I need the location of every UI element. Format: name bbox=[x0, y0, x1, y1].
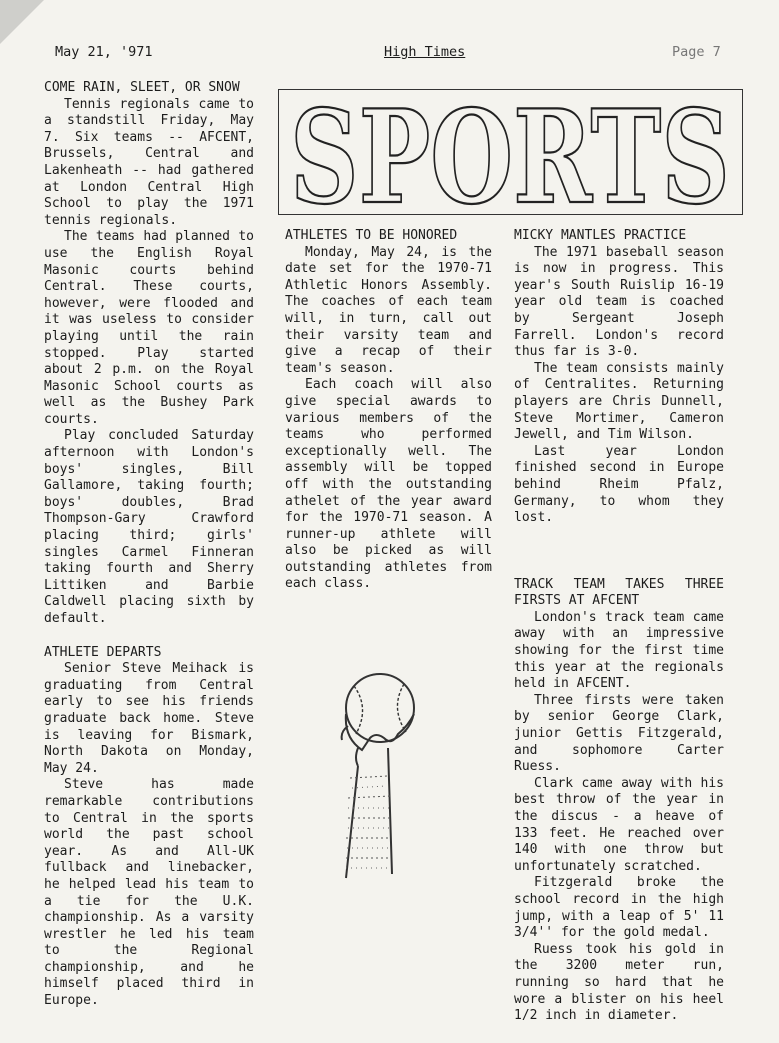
column-right bbox=[514, 228, 724, 1025]
header-date: May 21, '971 bbox=[55, 44, 153, 60]
article-paragraph: The teams had planned to use the English Royal Masonic courts behind Central. These courts, however, were flooded and it was useless to consider playing until the rain stopped. Play started about 2 p.m. on the Royal Masonic School courts as well as the Bushey Park courts. bbox=[44, 229, 254, 427]
article-paragraph: Play concluded Saturday afternoon with London's boys' singles, Bill Gallamore, taking fourth; boys' doubles, Brad Thompson-Gary Crawford placing third; girls' singles Carmel Finneran taking fourth and Sherry Littiken and Barbie Caldwell placing sixth by default. bbox=[44, 428, 254, 626]
column-left bbox=[44, 80, 254, 1010]
article-paragraph: Monday, May 24, is the date set for the 1970-71 Athletic Honors Assembly. The coaches of each team will, in turn, call out their varsity team and give a recap of their team's season. bbox=[285, 244, 492, 376]
article-headline: MICKY MANTLES PRACTICE bbox=[514, 228, 687, 243]
header-publication: High Times bbox=[384, 44, 466, 60]
article-paragraph: Senior Steve Meihack is graduating from Central early to see his friends graduate back home. Steve is leaving for Bismark, North Dakota on Monday, May 24. bbox=[44, 661, 254, 776]
header-page-number: Page 7 bbox=[672, 44, 721, 60]
article-headline: ATHLETES TO BE HONORED bbox=[285, 228, 458, 243]
article-paragraph: Three firsts were taken by senior George Clark, junior Gettis Fitzgerald, and sophomore Carter Ruess. bbox=[514, 692, 724, 775]
article-micky-mantles bbox=[514, 228, 724, 527]
article-paragraph: Clark came away with his best throw of the year in the discus - a heave of 133 feet. He reached over 140 with one throw but unfortunately scratched. bbox=[514, 775, 724, 874]
article-athlete-departs bbox=[44, 645, 254, 1010]
page-fold-corner bbox=[0, 0, 44, 44]
article-headline: TRACK TEAM TAKES THREE FIRSTS AT AFCENT bbox=[514, 576, 724, 609]
article-athletes-honored bbox=[285, 228, 492, 593]
sports-banner bbox=[278, 89, 743, 215]
baseball-hand-illustration bbox=[318, 668, 428, 893]
article-headline: COME RAIN, SLEET, OR SNOW bbox=[44, 80, 240, 95]
article-rain-sleet-snow bbox=[44, 80, 254, 628]
article-paragraph: Each coach will also give special awards to various members of the teams who performed exceptionally well. The assembly will be topped off with the outstanding athelet of the year award for the 1970-71 season. A runner-up athlete will also be picked as will outstanding athletes from each class. bbox=[285, 377, 492, 592]
article-paragraph: Steve has made remarkable contributions to Central in the sports world the past school year. As and All-UK fullback and linebacker, he helped lead his team to a tie for the U.K. championship. As a varsity wrestler he led his team to the Regional championship, and he himself placed third in Europe. bbox=[44, 777, 254, 1009]
sports-banner-title: SPORTS bbox=[290, 90, 730, 214]
article-paragraph: London's track team came away with an impressive showing for the first time this year at the regionals held in AFCENT. bbox=[514, 609, 724, 692]
article-paragraph: Fitzgerald broke the school record in the high jump, with a leap of 5' 11 3/4'' for the gold medal. bbox=[514, 875, 724, 941]
article-paragraph: The team consists mainly of Centralites. Returning players are Chris Dunnell, Steve Mortimer, Cameron Jewell, and Tim Wilson. bbox=[514, 360, 724, 443]
article-paragraph: Last year London finished second in Europe behind Rheim Pfalz, Germany, to whom they lost. bbox=[514, 443, 724, 526]
article-paragraph: Ruess took his gold in the 3200 meter run, running so hard that he wore a blister on his heel 1/2 inch in diameter. bbox=[514, 941, 724, 1024]
article-paragraph: The 1971 baseball season is now in progress. This year's South Ruislip 16-19 year old team is coached by Sergeant Joseph Farrell. London's record thus far is 3-0. bbox=[514, 244, 724, 360]
sports-banner-art bbox=[279, 90, 742, 214]
article-track-team bbox=[514, 577, 724, 1025]
column-middle bbox=[285, 228, 492, 593]
article-headline: ATHLETE DEPARTS bbox=[44, 644, 162, 660]
article-paragraph: Tennis regionals came to a standstill Friday, May 7. Six teams -- AFCENT, Brussels, Central and Lakenheath -- had gathered at London Central High School to play the 1971 tennis regionals. bbox=[44, 96, 254, 228]
